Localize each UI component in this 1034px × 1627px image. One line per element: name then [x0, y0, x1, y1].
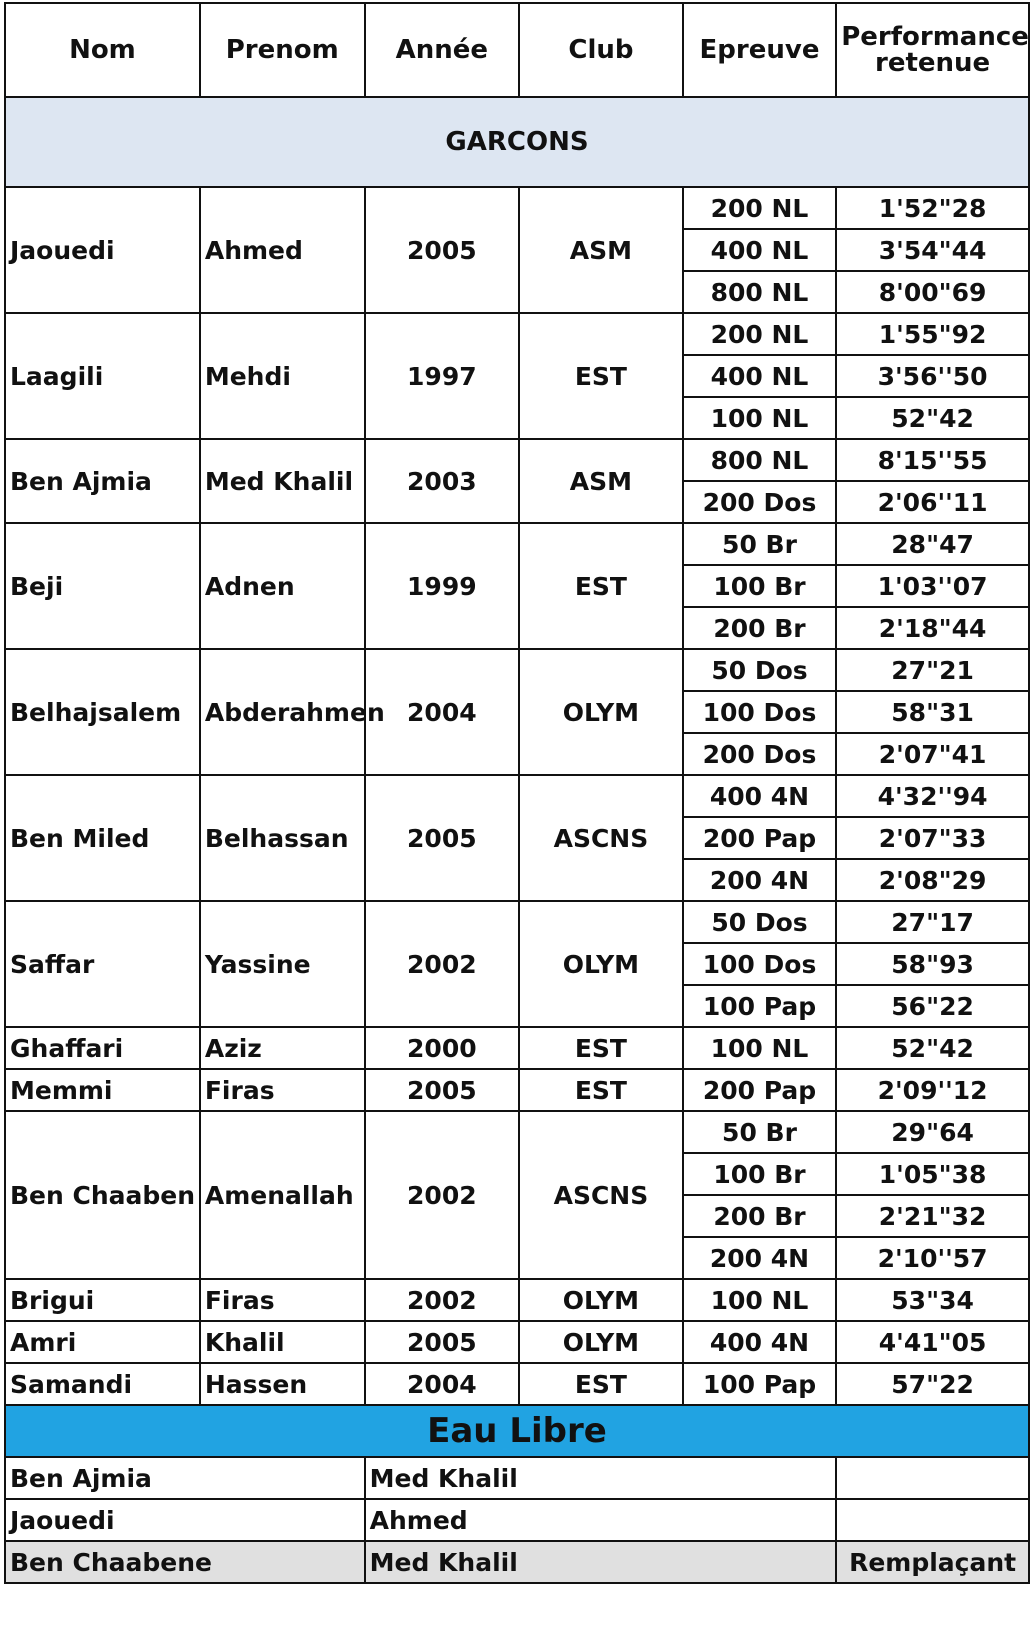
- eau-libre-row: [5, 1499, 1029, 1541]
- eau-libre-prenom: Med Khalil: [365, 1541, 837, 1583]
- swimmer-annee: 2004: [365, 649, 519, 775]
- event-performance: 27"21: [836, 649, 1029, 691]
- swimmer-club: ASM: [519, 439, 683, 523]
- swimmer-annee: 2003: [365, 439, 519, 523]
- swimmer-annee: 2005: [365, 1069, 519, 1111]
- event-performance: 2'18"44: [836, 607, 1029, 649]
- swimmer-club: EST: [519, 523, 683, 649]
- results-body: [5, 97, 1029, 1583]
- event-epreuve: 100 Pap: [683, 1363, 836, 1405]
- event-performance: 2'09''12: [836, 1069, 1029, 1111]
- event-performance: 1'03''07: [836, 565, 1029, 607]
- eau-libre-row: [5, 1541, 1029, 1583]
- swimmer-prenom: Abderahmen: [200, 649, 365, 775]
- eau-libre-note: Remplaçant: [836, 1541, 1029, 1583]
- eau-libre-row: [5, 1457, 1029, 1499]
- event-epreuve: 200 Dos: [683, 481, 836, 523]
- results-table: [4, 2, 1030, 1584]
- event-performance: 2'10''57: [836, 1237, 1029, 1279]
- header-performance-line1: Performance: [841, 22, 1029, 52]
- swimmer-nom: Amri: [5, 1321, 200, 1363]
- swimmer-annee: 1997: [365, 313, 519, 439]
- section-title-garcons: GARCONS: [5, 97, 1029, 187]
- swimmer-prenom: Firas: [200, 1069, 365, 1111]
- swimmer-prenom: Yassine: [200, 901, 365, 1027]
- swimmer-nom: Jaouedi: [5, 187, 200, 313]
- swimmer-nom: Belhajsalem: [5, 649, 200, 775]
- swimmer-club: EST: [519, 313, 683, 439]
- swimmer-prenom: Amenallah: [200, 1111, 365, 1279]
- swimmer-nom: Ben Chaaben: [5, 1111, 200, 1279]
- eau-libre-nom: Ben Chaabene: [5, 1541, 365, 1583]
- swimmer-nom: Samandi: [5, 1363, 200, 1405]
- event-epreuve: 400 NL: [683, 355, 836, 397]
- event-performance: 8'15''55: [836, 439, 1029, 481]
- event-epreuve: 200 NL: [683, 313, 836, 355]
- table-row: [5, 1363, 1029, 1405]
- event-epreuve: 100 NL: [683, 1027, 836, 1069]
- event-epreuve: 50 Br: [683, 1111, 836, 1153]
- swimmer-club: OLYM: [519, 901, 683, 1027]
- swimmer-prenom: Firas: [200, 1279, 365, 1321]
- event-epreuve: 200 NL: [683, 187, 836, 229]
- header-performance: [836, 3, 1029, 97]
- event-epreuve: 200 Pap: [683, 817, 836, 859]
- swimmer-annee: 2005: [365, 775, 519, 901]
- eau-libre-nom: Ben Ajmia: [5, 1457, 365, 1499]
- table-row: [5, 901, 1029, 943]
- event-performance: 29"64: [836, 1111, 1029, 1153]
- swimmer-nom: Brigui: [5, 1279, 200, 1321]
- header-club: Club: [519, 3, 683, 97]
- eau-libre-prenom: Ahmed: [365, 1499, 837, 1541]
- event-epreuve: 50 Dos: [683, 649, 836, 691]
- eau-libre-prenom: Med Khalil: [365, 1457, 837, 1499]
- event-epreuve: 100 Pap: [683, 985, 836, 1027]
- swimmer-club: OLYM: [519, 649, 683, 775]
- event-performance: 2'21"32: [836, 1195, 1029, 1237]
- swimmer-nom: Laagili: [5, 313, 200, 439]
- header-epreuve: Epreuve: [683, 3, 836, 97]
- event-performance: 58"31: [836, 691, 1029, 733]
- table-row: [5, 649, 1029, 691]
- swimmer-prenom: Belhassan: [200, 775, 365, 901]
- event-epreuve: 400 NL: [683, 229, 836, 271]
- swimmer-prenom: Aziz: [200, 1027, 365, 1069]
- event-epreuve: 200 Br: [683, 607, 836, 649]
- header-annee: Année: [365, 3, 519, 97]
- swimmer-club: ASCNS: [519, 775, 683, 901]
- event-performance: 3'56''50: [836, 355, 1029, 397]
- swimmer-prenom: Adnen: [200, 523, 365, 649]
- swimmer-club: ASCNS: [519, 1111, 683, 1279]
- swimmer-annee: 1999: [365, 523, 519, 649]
- swimmer-nom: Saffar: [5, 901, 200, 1027]
- event-performance: 8'00"69: [836, 271, 1029, 313]
- event-epreuve: 100 Br: [683, 565, 836, 607]
- table-row: [5, 313, 1029, 355]
- swimmer-annee: 2000: [365, 1027, 519, 1069]
- swimmer-annee: 2002: [365, 1111, 519, 1279]
- swimmer-annee: 2005: [365, 187, 519, 313]
- event-performance: 52"42: [836, 1027, 1029, 1069]
- swimmer-club: EST: [519, 1069, 683, 1111]
- event-epreuve: 200 Pap: [683, 1069, 836, 1111]
- event-performance: 3'54"44: [836, 229, 1029, 271]
- event-performance: 58"93: [836, 943, 1029, 985]
- swimmer-club: OLYM: [519, 1321, 683, 1363]
- event-performance: 1'55"92: [836, 313, 1029, 355]
- event-performance: 4'32''94: [836, 775, 1029, 817]
- event-epreuve: 100 NL: [683, 1279, 836, 1321]
- swimmer-annee: 2004: [365, 1363, 519, 1405]
- swimmer-club: EST: [519, 1363, 683, 1405]
- eau-libre-nom: Jaouedi: [5, 1499, 365, 1541]
- event-epreuve: 200 4N: [683, 859, 836, 901]
- table-row: [5, 1321, 1029, 1363]
- event-epreuve: 50 Dos: [683, 901, 836, 943]
- eau-libre-note: [836, 1457, 1029, 1499]
- event-epreuve: 200 Br: [683, 1195, 836, 1237]
- header-performance-line2: retenue: [875, 48, 991, 78]
- table-row: [5, 1027, 1029, 1069]
- event-performance: 57"22: [836, 1363, 1029, 1405]
- event-performance: 2'08"29: [836, 859, 1029, 901]
- swimmer-club: OLYM: [519, 1279, 683, 1321]
- event-epreuve: 400 4N: [683, 775, 836, 817]
- swimmer-nom: Ben Miled: [5, 775, 200, 901]
- swimmer-prenom: Med Khalil: [200, 439, 365, 523]
- event-performance: 2'06''11: [836, 481, 1029, 523]
- table-row: [5, 1069, 1029, 1111]
- swimmer-prenom: Hassen: [200, 1363, 365, 1405]
- event-performance: 1'05"38: [836, 1153, 1029, 1195]
- swimmer-nom: Ben Ajmia: [5, 439, 200, 523]
- swimmer-club: EST: [519, 1027, 683, 1069]
- header-row: [5, 3, 1029, 97]
- event-epreuve: 800 NL: [683, 271, 836, 313]
- eau-libre-note: [836, 1499, 1029, 1541]
- section-title-eau-libre: Eau Libre: [5, 1405, 1029, 1457]
- table-row: [5, 1111, 1029, 1153]
- table-row: [5, 187, 1029, 229]
- event-epreuve: 200 Dos: [683, 733, 836, 775]
- swimmer-club: ASM: [519, 187, 683, 313]
- table-row: [5, 523, 1029, 565]
- section-row-eau-libre: [5, 1405, 1029, 1457]
- swimmer-prenom: Ahmed: [200, 187, 365, 313]
- event-performance: 53"34: [836, 1279, 1029, 1321]
- event-epreuve: 100 Dos: [683, 943, 836, 985]
- swimmer-annee: 2005: [365, 1321, 519, 1363]
- event-performance: 2'07"41: [836, 733, 1029, 775]
- event-performance: 4'41"05: [836, 1321, 1029, 1363]
- event-performance: 27"17: [836, 901, 1029, 943]
- event-performance: 56"22: [836, 985, 1029, 1027]
- event-performance: 1'52"28: [836, 187, 1029, 229]
- section-row-garcons: [5, 97, 1029, 187]
- event-epreuve: 100 Dos: [683, 691, 836, 733]
- swimmer-prenom: Mehdi: [200, 313, 365, 439]
- event-performance: 28"47: [836, 523, 1029, 565]
- event-epreuve: 800 NL: [683, 439, 836, 481]
- event-epreuve: 100 NL: [683, 397, 836, 439]
- table-row: [5, 775, 1029, 817]
- event-epreuve: 400 4N: [683, 1321, 836, 1363]
- swimmer-nom: Ghaffari: [5, 1027, 200, 1069]
- swimmer-annee: 2002: [365, 901, 519, 1027]
- swimmer-nom: Memmi: [5, 1069, 200, 1111]
- swimmer-annee: 2002: [365, 1279, 519, 1321]
- event-epreuve: 200 4N: [683, 1237, 836, 1279]
- table-row: [5, 1279, 1029, 1321]
- swimmer-prenom: Khalil: [200, 1321, 365, 1363]
- event-epreuve: 50 Br: [683, 523, 836, 565]
- event-epreuve: 100 Br: [683, 1153, 836, 1195]
- header-nom: Nom: [5, 3, 200, 97]
- event-performance: 2'07"33: [836, 817, 1029, 859]
- table-row: [5, 439, 1029, 481]
- swimmer-nom: Beji: [5, 523, 200, 649]
- header-prenom: Prenom: [200, 3, 365, 97]
- event-performance: 52"42: [836, 397, 1029, 439]
